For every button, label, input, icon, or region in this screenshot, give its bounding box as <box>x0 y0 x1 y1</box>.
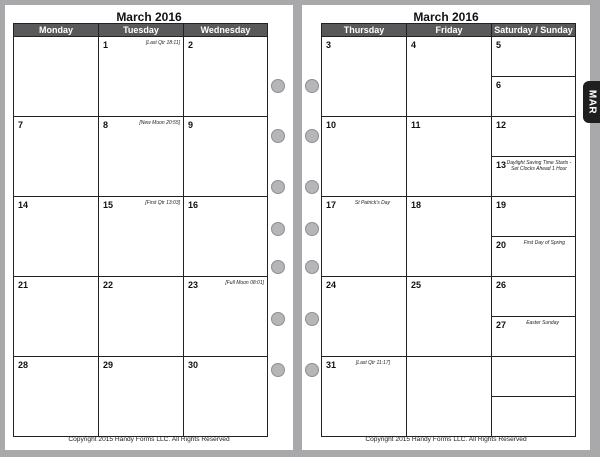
day-number: 9 <box>188 120 194 130</box>
moon-phase-note: [Full Moon 08:01] <box>225 280 264 286</box>
day-number: 22 <box>103 280 114 290</box>
day-cell[interactable] <box>407 277 491 356</box>
holiday-note: First Day of Spring <box>523 240 565 246</box>
moon-phase-note: [Last Qtr 11:17] <box>355 360 390 366</box>
day-number: 5 <box>496 40 502 50</box>
day-cell[interactable] <box>14 117 98 196</box>
sunday-cell[interactable] <box>492 157 575 196</box>
day-number: 31 <box>326 360 337 370</box>
day-number: 17 <box>326 200 337 210</box>
moon-phase-note: [First Qtr 13:03] <box>145 200 180 206</box>
day-number: 21 <box>18 280 29 290</box>
day-cell[interactable] <box>184 357 267 436</box>
day-cell[interactable] <box>322 357 406 436</box>
calendar-grid-right <box>321 23 576 437</box>
binder-hole <box>305 363 319 377</box>
binder-hole <box>271 79 285 93</box>
tab-stub <box>578 122 580 127</box>
day-cell[interactable] <box>407 117 491 196</box>
saturday-cell[interactable] <box>492 197 575 236</box>
binder-hole <box>305 222 319 236</box>
day-number: 25 <box>411 280 422 290</box>
copyright-text: Copyright 2015 Handy Forms LLC. All Rights Reserved <box>365 436 527 443</box>
day-cell[interactable] <box>14 357 98 436</box>
day-cell[interactable] <box>184 277 267 356</box>
day-number: 19 <box>496 200 507 210</box>
binder-hole <box>271 312 285 326</box>
day-cell[interactable] <box>99 117 183 196</box>
day-number: 14 <box>18 200 29 210</box>
day-cell[interactable] <box>99 197 183 276</box>
day-number: 7 <box>18 120 24 130</box>
day-number: 20 <box>496 240 507 250</box>
calendar-grid-left <box>13 23 268 437</box>
binder-hole <box>271 363 285 377</box>
day-number: 6 <box>496 80 502 90</box>
binder-hole <box>271 129 285 143</box>
day-cell[interactable] <box>322 117 406 196</box>
day-header-thursday: Thursday <box>322 24 406 36</box>
day-cell[interactable] <box>407 37 491 116</box>
day-cell[interactable] <box>184 117 267 196</box>
day-number: 3 <box>326 40 332 50</box>
sunday-cell[interactable] <box>492 317 575 356</box>
left-page <box>5 5 293 450</box>
day-number: 27 <box>496 320 507 330</box>
day-number: 1 <box>103 40 109 50</box>
moon-phase-note: [Last Qtr 18:11] <box>145 40 180 46</box>
day-number: 18 <box>411 200 422 210</box>
day-number: 13 <box>496 160 507 170</box>
copyright-text: Copyright 2015 Handy Forms LLC. All Rights Reserved <box>68 436 230 443</box>
day-number: 26 <box>496 280 507 290</box>
day-header-friday: Friday <box>407 24 491 36</box>
month-tab[interactable] <box>583 81 600 123</box>
day-number: 30 <box>188 360 199 370</box>
day-cell[interactable] <box>14 197 98 276</box>
sunday-cell[interactable] <box>492 397 575 436</box>
page-title: March 2016 <box>116 10 182 24</box>
day-number: 4 <box>411 40 417 50</box>
day-header-tuesday: Tuesday <box>99 24 183 36</box>
day-cell[interactable] <box>14 37 98 116</box>
saturday-cell[interactable] <box>492 37 575 76</box>
saturday-cell[interactable] <box>492 117 575 156</box>
day-number: 15 <box>103 200 114 210</box>
page-title: March 2016 <box>413 10 479 24</box>
moon-phase-note: [New Moon 20:55] <box>139 120 180 126</box>
day-cell[interactable] <box>184 37 267 116</box>
month-tab-label: MAR <box>586 89 597 115</box>
binder-hole <box>271 222 285 236</box>
day-cell[interactable] <box>14 277 98 356</box>
right-page <box>302 5 590 450</box>
day-header-wednesday: Wednesday <box>184 24 267 36</box>
day-cell[interactable] <box>407 197 491 276</box>
binder-hole <box>305 79 319 93</box>
holiday-note: Daylight Saving Time Starts - Set Clocks Ahead 1 Hour <box>506 160 572 172</box>
day-number: 10 <box>326 120 337 130</box>
saturday-cell[interactable] <box>492 357 575 396</box>
day-number: 28 <box>18 360 29 370</box>
binder-hole <box>271 180 285 194</box>
day-cell[interactable] <box>407 357 491 436</box>
day-number: 2 <box>188 40 194 50</box>
sunday-cell[interactable] <box>492 237 575 276</box>
binder-hole <box>305 180 319 194</box>
day-number: 12 <box>496 120 507 130</box>
day-number: 8 <box>103 120 109 130</box>
day-cell[interactable] <box>184 197 267 276</box>
holiday-note: St Patrick's Day <box>354 200 390 206</box>
day-cell[interactable] <box>322 197 406 276</box>
binder-hole <box>271 260 285 274</box>
day-cell[interactable] <box>99 277 183 356</box>
day-cell[interactable] <box>99 37 183 116</box>
day-number: 16 <box>188 200 199 210</box>
day-number: 24 <box>326 280 337 290</box>
holiday-note: Easter Sunday <box>526 320 559 326</box>
day-cell[interactable] <box>322 277 406 356</box>
day-number: 23 <box>188 280 199 290</box>
day-header-monday: Monday <box>14 24 98 36</box>
day-header-weekend: Saturday / Sunday <box>492 24 575 36</box>
day-cell[interactable] <box>322 37 406 116</box>
binder-hole <box>305 312 319 326</box>
day-number: 11 <box>411 120 421 130</box>
binder-hole <box>305 260 319 274</box>
day-cell[interactable] <box>99 357 183 436</box>
saturday-cell[interactable] <box>492 277 575 316</box>
binder-hole <box>305 129 319 143</box>
sunday-cell[interactable] <box>492 77 575 116</box>
day-number: 29 <box>103 360 114 370</box>
